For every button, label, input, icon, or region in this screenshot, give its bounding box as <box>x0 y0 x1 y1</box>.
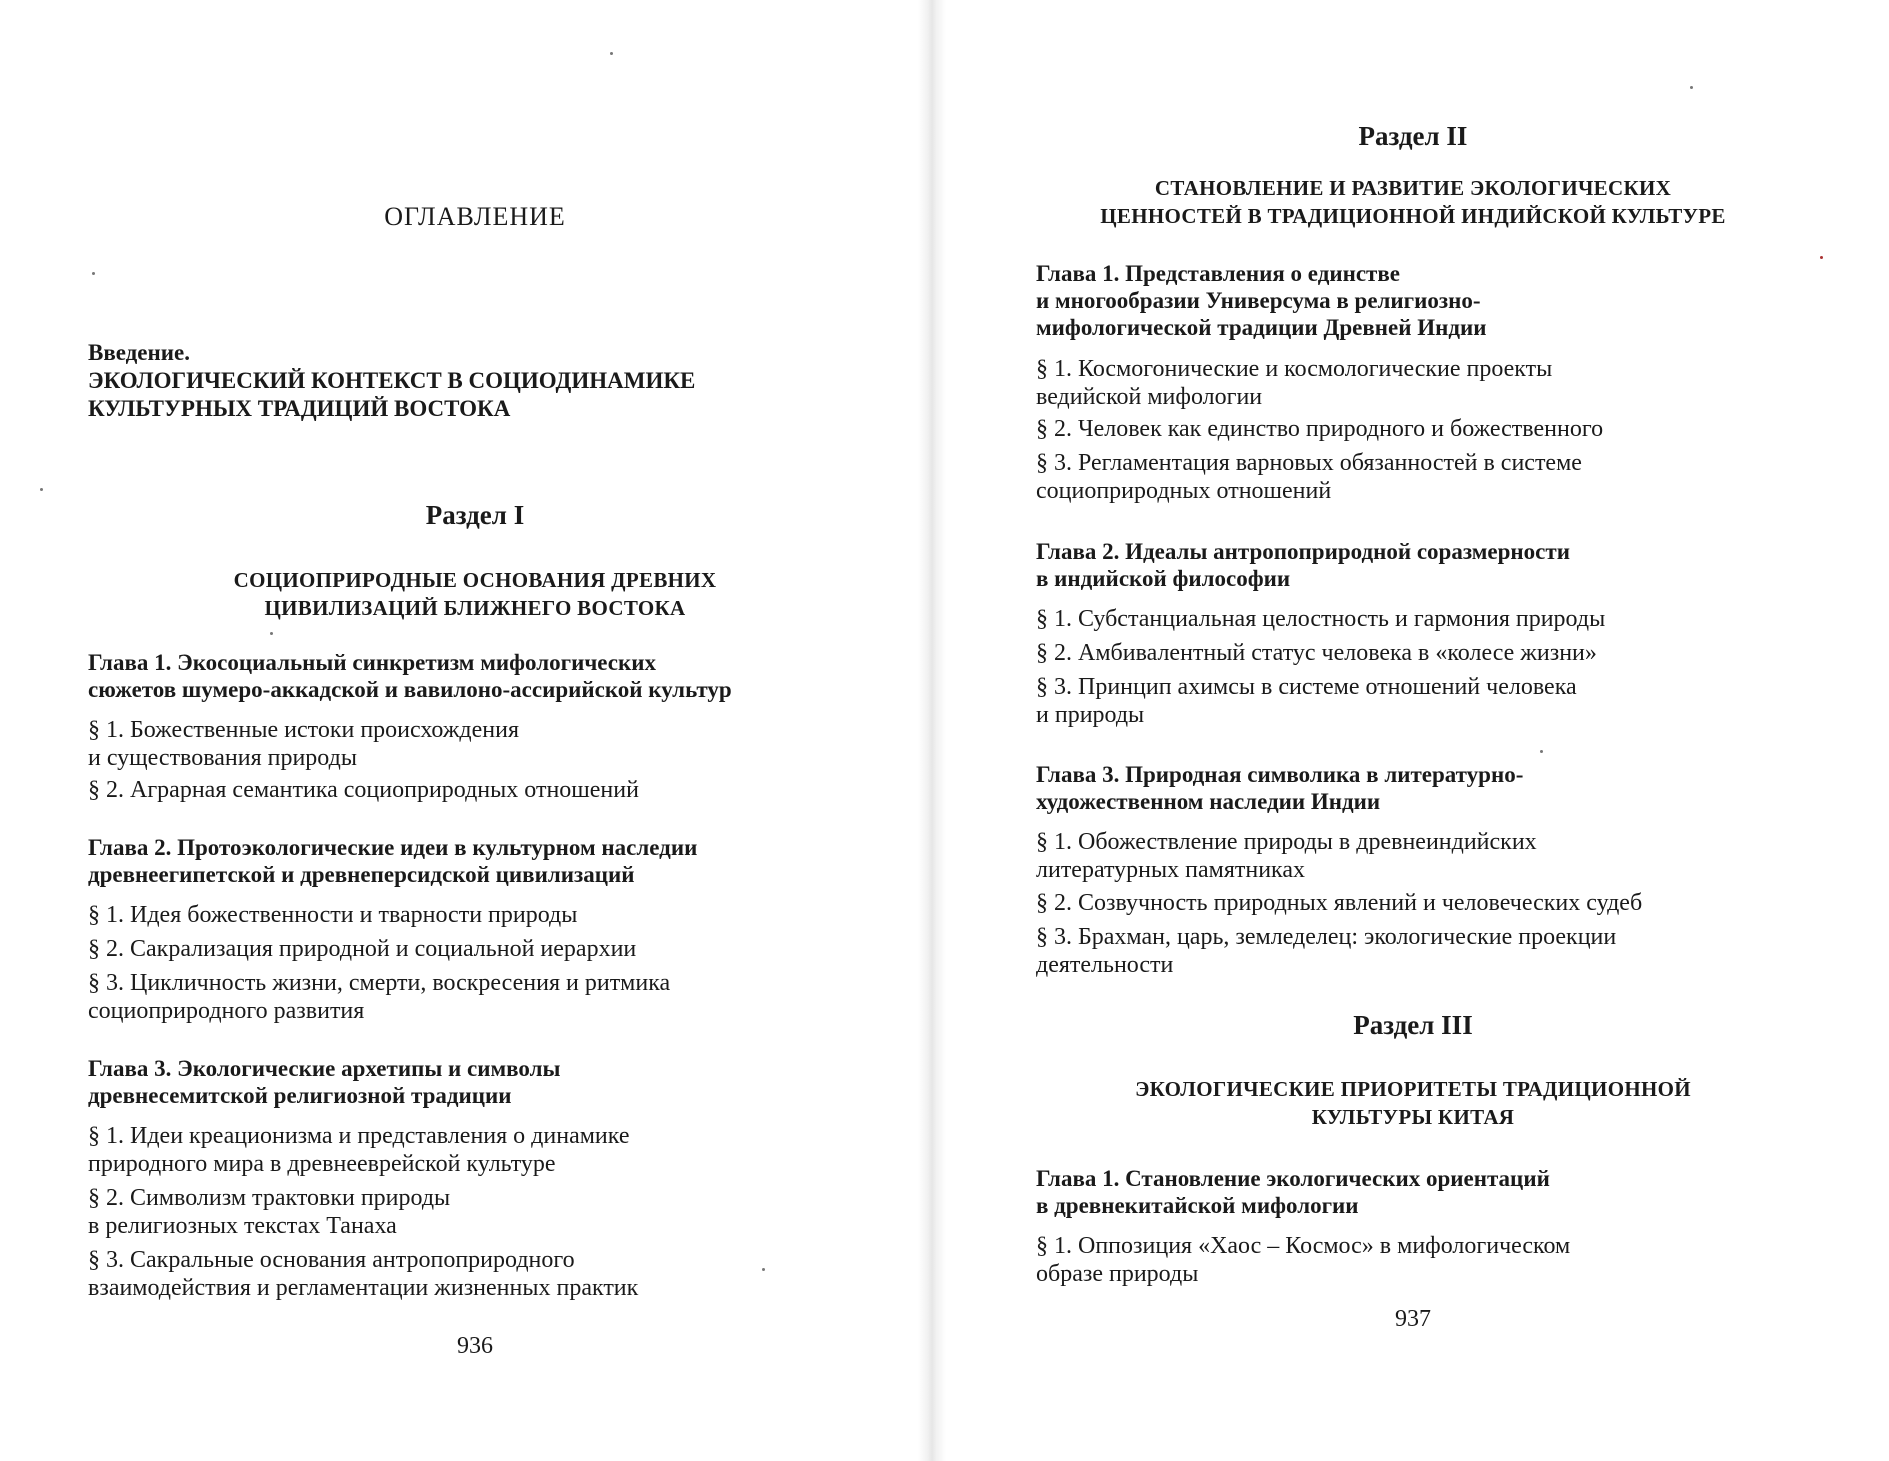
paragraph-line: литературных памятниках <box>1036 857 1305 883</box>
paragraph-line: § 1. Идеи креационизма и представления о динамике <box>88 1123 630 1149</box>
paragraph-line: деятельности <box>1036 952 1174 978</box>
section-subtitle-line: СОЦИОПРИРОДНЫЕ ОСНОВАНИЯ ДРЕВНИХ <box>233 568 717 592</box>
scan-speck <box>270 632 273 635</box>
paragraph-entry <box>88 969 670 1025</box>
paragraph-line: § 2. Сакрализация природной и социальной иерархии <box>88 936 637 962</box>
chapter-title-line: в индийской философии <box>1036 566 1291 591</box>
scan-speck <box>1540 750 1543 753</box>
chapter-title-line: Глава 1. Экосоциальный синкретизм мифологических <box>88 650 657 675</box>
chapter-title <box>1036 761 1523 815</box>
paragraph-line: образе природы <box>1036 1261 1199 1287</box>
chapter-title <box>1036 538 1570 592</box>
paragraph-entry <box>88 935 636 963</box>
paragraph-line: природного мира в древнееврейской культуре <box>88 1151 556 1177</box>
paragraph-entry <box>1036 449 1582 505</box>
chapter-title-line: и многообразии Универсума в религиозно- <box>1036 288 1481 313</box>
section-subtitle <box>0 566 950 622</box>
introduction-line: ЭКОЛОГИЧЕСКИЙ КОНТЕКСТ В СОЦИОДИНАМИКЕ <box>88 368 696 393</box>
paragraph-line: § 1. Божественные истоки происхождения <box>88 717 520 743</box>
paragraph-line: § 2. Аграрная семантика социоприродных отношений <box>88 777 639 803</box>
paragraph-line: в религиозных текстах Танаха <box>88 1213 397 1239</box>
scan-speck <box>610 52 613 55</box>
paragraph-line: § 1. Обожествление природы в древнеиндийских <box>1036 829 1537 855</box>
paragraph-entry <box>1036 923 1616 979</box>
chapter-title <box>88 649 732 703</box>
paragraph-line: § 3. Принцип ахимсы в системе отношений человека <box>1036 674 1577 700</box>
chapter-title-line: мифологической традиции Древней Индии <box>1036 315 1487 340</box>
paragraph-entry <box>1036 673 1577 729</box>
section-heading: Раздел III <box>1353 1010 1473 1040</box>
scan-speck <box>1690 86 1693 89</box>
section-subtitle-line: СТАНОВЛЕНИЕ И РАЗВИТИЕ ЭКОЛОГИЧЕСКИХ <box>1154 176 1672 200</box>
page-number: 937 <box>1395 1306 1431 1332</box>
paragraph-entry <box>1036 889 1642 917</box>
paragraph-line: § 1. Субстанциальная целостность и гармония природы <box>1036 606 1606 632</box>
paragraph-line: взаимодействия и регламентации жизненных практик <box>88 1275 639 1301</box>
paragraph-line: § 2. Амбивалентный статус человека в «колесе жизни» <box>1036 640 1597 666</box>
section-subtitle-line: ЭКОЛОГИЧЕСКИЕ ПРИОРИТЕТЫ ТРАДИЦИОННОЙ <box>1135 1077 1691 1101</box>
chapter-title-line: Глава 2. Протоэкологические идеи в культурном наследии <box>88 835 698 860</box>
paragraph-line: и существования природы <box>88 745 357 771</box>
section-subtitle-line: КУЛЬТУРЫ КИТАЯ <box>1311 1105 1515 1129</box>
paragraph-entry <box>88 1246 638 1302</box>
scan-speck <box>762 1268 765 1271</box>
page-title: ОГЛАВЛЕНИЕ <box>384 202 566 231</box>
chapter-title-line: Глава 1. Становление экологических ориентаций <box>1036 1166 1550 1191</box>
chapter-title <box>1036 1165 1550 1219</box>
paragraph-line: и природы <box>1036 702 1145 728</box>
section-subtitle-line: ЦИВИЛИЗАЦИЙ БЛИЖНЕГО ВОСТОКА <box>264 596 686 620</box>
chapter-title-line: художественном наследии Индии <box>1036 789 1381 814</box>
chapter-title-line: древнесемитской религиозной традиции <box>88 1083 512 1108</box>
chapter-title-line: сюжетов шумеро-аккадской и вавилоно-ассирийской культур <box>88 677 732 702</box>
chapter-title-line: Глава 3. Экологические архетипы и символы <box>88 1056 561 1081</box>
paragraph-entry <box>1036 415 1603 443</box>
paragraph-entry <box>88 776 639 804</box>
paragraph-entry <box>1036 355 1552 411</box>
paragraph-line: § 3. Регламентация варновых обязанностей в системе <box>1036 450 1582 476</box>
paragraph-line: § 3. Брахман, царь, земледелец: экологические проекции <box>1036 924 1617 950</box>
section-heading: Раздел II <box>1358 121 1468 151</box>
paragraph-line: § 2. Символизм трактовки природы <box>88 1185 451 1211</box>
section-subtitle-line: ЦЕННОСТЕЙ В ТРАДИЦИОННОЙ ИНДИЙСКОЙ КУЛЬТУРЕ <box>1100 204 1726 228</box>
scan-speck <box>1820 256 1823 259</box>
paragraph-entry <box>1036 605 1605 633</box>
paragraph-line: ведийской мифологии <box>1036 384 1263 410</box>
chapter-title-line: Глава 1. Представления о единстве <box>1036 261 1400 286</box>
chapter-title-line: древнеегипетской и древнеперсидской цивилизаций <box>88 862 635 887</box>
chapter-title-line: Глава 2. Идеалы антропоприродной соразмерности <box>1036 539 1570 564</box>
section-heading: Раздел I <box>425 500 525 530</box>
left-page <box>0 0 930 1461</box>
paragraph-entry <box>1036 1232 1570 1288</box>
chapter-title-line: Глава 3. Природная символика в литературно- <box>1036 762 1524 787</box>
chapter-title <box>88 1055 560 1109</box>
paragraph-line: социоприродных отношений <box>1036 478 1332 504</box>
paragraph-entry <box>88 1122 629 1178</box>
paragraph-line: § 3. Сакральные основания антропоприродного <box>88 1247 575 1273</box>
paragraph-line: § 1. Идея божественности и тварности природы <box>88 902 578 928</box>
paragraph-entry <box>1036 828 1537 884</box>
section-subtitle <box>946 174 1880 230</box>
section-subtitle <box>946 1075 1880 1131</box>
chapter-title <box>88 834 697 888</box>
paragraph-line: § 3. Цикличность жизни, смерти, воскресения и ритмика <box>88 970 671 996</box>
paragraph-line: § 1. Оппозиция «Хаос – Космос» в мифологическом <box>1036 1233 1571 1259</box>
introduction-label: Введение. <box>88 340 190 365</box>
scan-speck <box>92 272 95 275</box>
paragraph-line: § 1. Космогонические и космологические проекты <box>1036 356 1553 382</box>
paragraph-line: § 2. Человек как единство природного и божественного <box>1036 416 1604 442</box>
right-page <box>946 0 1889 1461</box>
paragraph-entry <box>88 1184 450 1240</box>
paragraph-entry <box>88 716 519 772</box>
chapter-title-line: в древнекитайской мифологии <box>1036 1193 1359 1218</box>
paragraph-entry <box>88 901 577 929</box>
page-number: 936 <box>457 1333 493 1359</box>
paragraph-line: § 2. Созвучность природных явлений и человеческих судеб <box>1036 890 1643 916</box>
introduction-line: КУЛЬТУРНЫХ ТРАДИЦИЙ ВОСТОКА <box>88 396 511 421</box>
scan-speck <box>40 488 43 491</box>
chapter-title <box>1036 260 1487 341</box>
paragraph-line: социоприродного развития <box>88 998 365 1024</box>
introduction-heading <box>88 339 695 423</box>
paragraph-entry <box>1036 639 1597 667</box>
